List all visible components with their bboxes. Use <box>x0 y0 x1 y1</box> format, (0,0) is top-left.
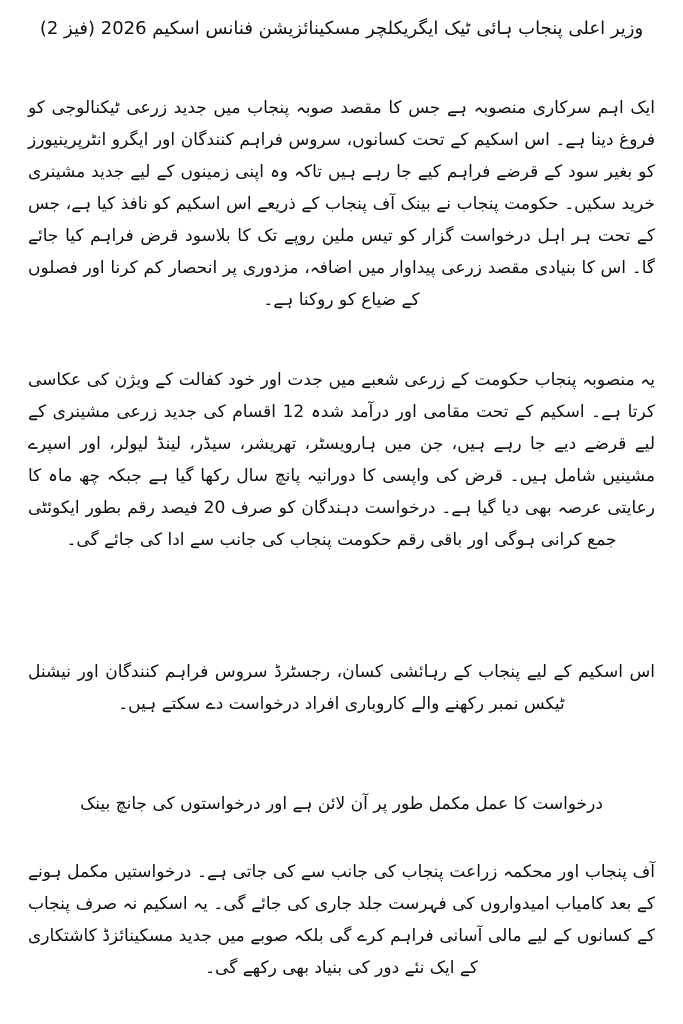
paragraph-machinery-loans: یہ منصوبہ پنجاب حکومت کے زرعی شعبے میں جدت اور خود کفالت کے ویژن کی عکاسی کرتا ہے۔ اسکیم کے تحت مقامی اور درآمد شدہ 12 اقسام کی جدید زرعی مشینری کے لیے قرضے دیے جا رہے ہیں، جن میں ہارویسٹر، تھریشر، سیڈر، لینڈ لیولر، اور اسپرے مشینیں شامل ہیں۔ قرض کی واپسی کا دورانیہ پانچ سال رکھا گیا ہے جبکہ چھ ماہ کا رعایتی عرصہ بھی دیا گیا ہے۔ درخواست دہندگان کو صرف 20 فیصد رقم بطور ایکوئٹی جمع کرانی ہوگی اور باقی رقم حکومت پنجاب کی جانب سے ادا کی جائے گی۔ <box>28 370 655 550</box>
document-title: وزیر اعلی پنجاب ہائی ٹیک ایگریکلچر مسکینائزیشن فنانس اسکیم 2026 (فیز 2) <box>39 18 644 39</box>
paragraph-application-process: درخواست کا عمل مکمل طور پر آن لائن ہے اور درخواستوں کی جانچ بینک <box>80 794 603 814</box>
paragraph-eligibility: اس اسکیم کے لیے پنجاب کے رہائشی کسان، رجسٹرڈ سروس فراہم کنندگان اور نیشنل ٹیکس نمبر رکھنے والے کاروباری افراد درخواست دے سکتے ہیں۔ <box>28 662 655 714</box>
paragraph-selection-results: آف پنجاب اور محکمہ زراعت پنجاب کی جانب سے کی جاتی ہے۔ درخواستیں مکمل ہونے کے بعد کامیاب امیدواروں کی فہرست جلد جاری کی جائے گی۔ یہ اسکیم نہ صرف پنجاب کے کسانوں کے لیے مالی آسانی فراہم کرے گی بلکہ صوبے میں جدید مسکینائزڈ کاشتکاری کے ایک نئے دور کی بنیاد بھی رکھے گی۔ <box>28 862 655 978</box>
paragraph-overview: ایک اہم سرکاری منصوبہ ہے جس کا مقصد صوبہ پنجاب میں جدید زرعی ٹیکنالوجی کو فروغ دینا ہے۔ اس اسکیم کے تحت کسانوں، سروس فراہم کنندگان اور ایگرو انٹرپرینیورز کو بغیر سود کے قرضے فراہم کیے جا رہے ہیں تاکہ وہ اپنی زمینوں کے لیے جدید مشینری خرید سکیں۔ حکومت پنجاب نے بینک آف پنجاب کے ذریعے اس اسکیم کو نافذ کیا ہے، جس کے تحت ہر اہل درخواست گزار کو تیس ملین روپے تک کا بلاسود قرض فراہم کیا جائے گا۔ اس کا بنیادی مقصد زرعی پیداوار میں اضافہ، مزدوری پر انحصار کم کرنا اور فصلوں کے ضیاع کو روکنا ہے۔ <box>28 98 655 310</box>
